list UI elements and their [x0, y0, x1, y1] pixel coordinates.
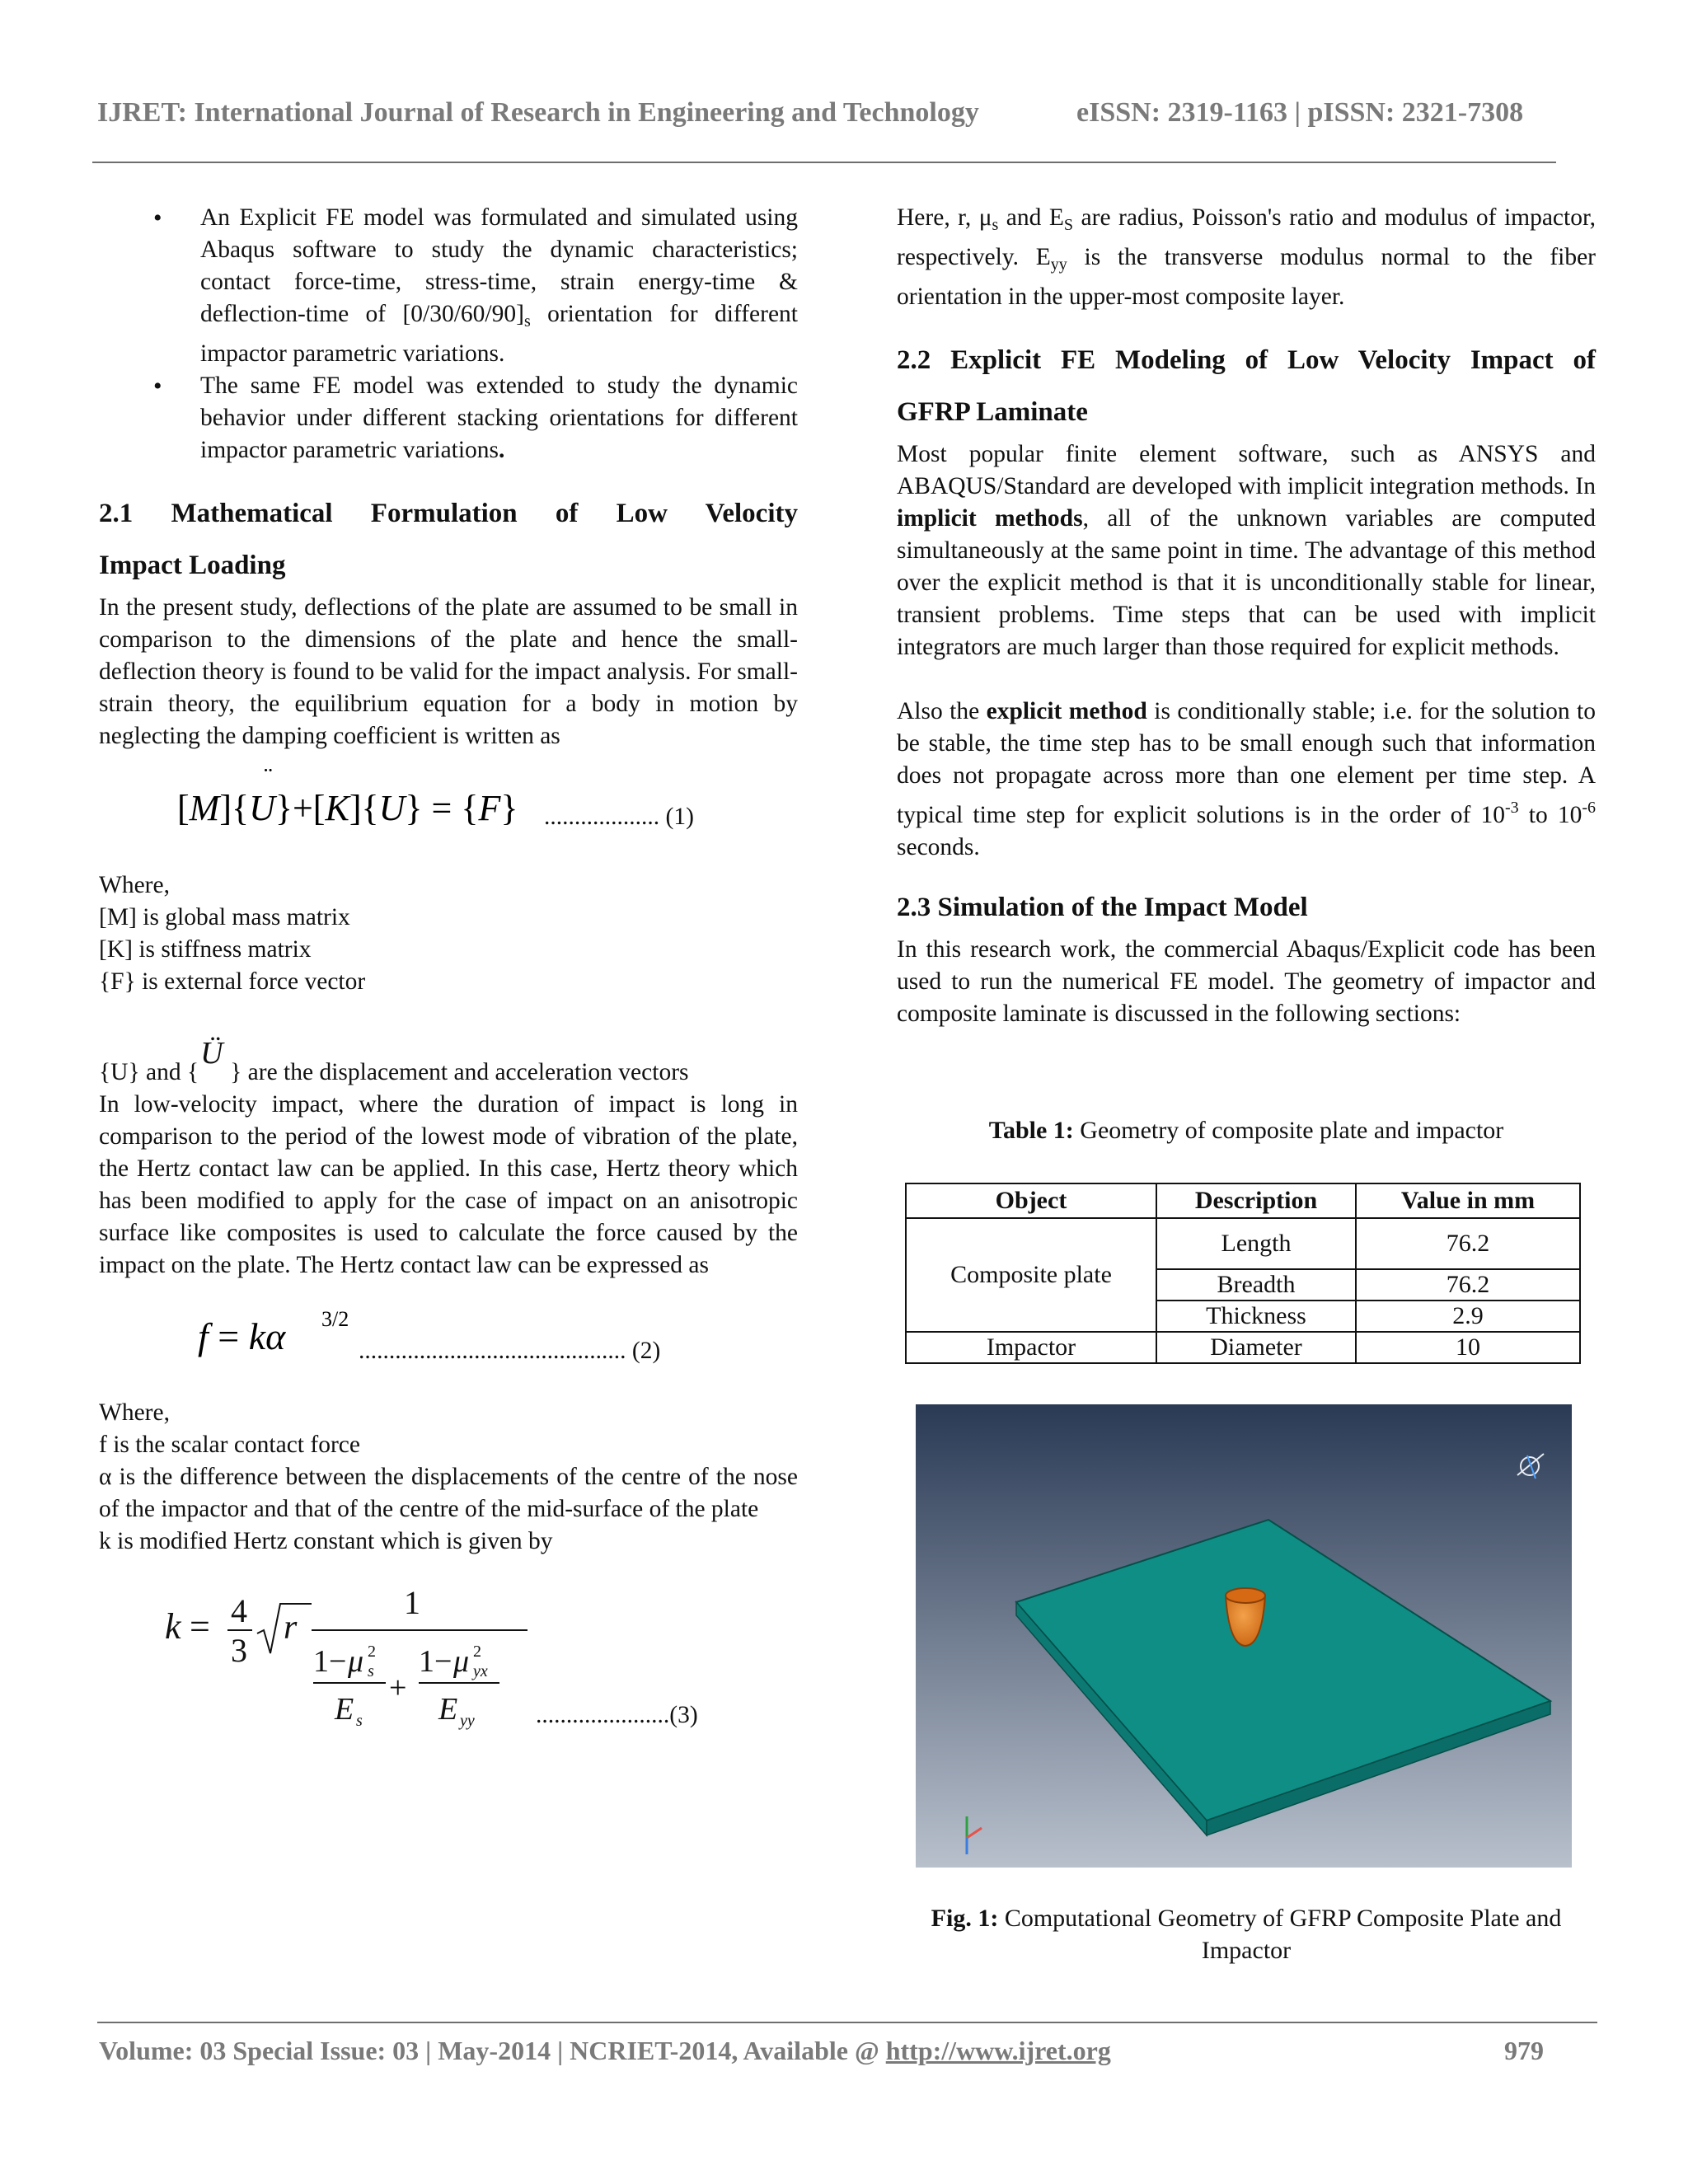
svg-text:2: 2 — [473, 1643, 481, 1661]
svg-text:1: 1 — [404, 1584, 420, 1621]
equation-1-formula — [177, 769, 523, 843]
bullet-icon: • — [153, 204, 162, 232]
geometry-table — [905, 1183, 1581, 1364]
bullet-text: The same FE model was extended to study the dynamic behavior under different stacking orientations for different impactor parametric variations. — [200, 373, 798, 463]
definition: {F} is external force vector — [99, 968, 366, 995]
svg-text:yx: yx — [473, 1662, 488, 1680]
svg-text:E: E — [438, 1692, 458, 1727]
paragraph: In low-velocity impact, where the duration of impact is long in comparison to the period of the lowest mode of vibration of the plate, the Hertz contact law can be applied. In this case, Hertz theory which has been modified to apply for the case of impact on an anisotropic surface like composites is used to calculate the force caused by the impact on the plate. The Hertz contact law can be expressed as — [99, 1091, 798, 1278]
equation-number: ................... (1) — [544, 804, 694, 830]
issn: eISSN: 2319-1163 | pISSN: 2321-7308 — [1076, 97, 1524, 128]
where-label: Where, — [99, 872, 170, 898]
section-heading: 2.1 Mathematical Formulation of Low Velocity — [99, 499, 798, 528]
svg-text:¨: ¨ — [264, 769, 273, 791]
definition: [K] is stiffness matrix — [99, 936, 312, 963]
paragraph: Here, r, $\mu_s$ and $E_S$ are radius, Poisson's ratio and modulus of impactor, respectively. $E_{yy}$ is the transverse modulus normal to the fiber orientation in the upper-most composite layer. — [897, 204, 1597, 310]
fe-model-figure — [916, 1404, 1572, 1868]
table-cell: 76.2 — [1356, 1218, 1580, 1269]
table-header: Description — [1156, 1183, 1356, 1218]
equation-number: ............................................ (2) — [359, 1338, 661, 1364]
table-cell-object: Composite plate — [906, 1218, 1156, 1332]
section-heading: Impact Loading — [99, 551, 286, 580]
definition: k is modified Hertz constant which is given by — [99, 1528, 553, 1554]
table-cell: 2.9 — [1356, 1301, 1580, 1332]
bullet-item — [99, 370, 798, 466]
left-column — [99, 202, 798, 1747]
table-caption: Table 1: Geometry of composite plate and impactor — [988, 1117, 1504, 1144]
svg-text:1−: 1− — [313, 1644, 347, 1679]
journal-title: IJRET: International Journal of Research in Engineering and Technology — [97, 97, 979, 128]
footer-text: Volume: 03 Special Issue: 03 | May-2014 | NCRIET-2014, Available @ — [99, 2036, 886, 2065]
equation-3-formula — [165, 1574, 544, 1755]
page-footer — [99, 2036, 1566, 2072]
paragraph: Most popular finite element software, such as ANSYS and ABAQUS/Standard are developed with implicit integration methods. In implicit methods, all of the unknown variables are computed simultaneously at the same point in time. The advantage of this method over the explicit method is that it is unconditionally stable for linear, transient problems. Time steps that can be used with implicit integrators are much larger than those required for explicit methods. — [897, 441, 1596, 660]
definition: [M] is global mass matrix — [99, 904, 350, 930]
svg-text:+: + — [389, 1671, 407, 1705]
svg-text:μ: μ — [348, 1644, 364, 1679]
svg-text:yy: yy — [460, 1712, 475, 1730]
right-column — [897, 202, 1596, 1030]
table-header: Value in mm — [1356, 1183, 1580, 1218]
svg-text:3/2: 3/2 — [321, 1307, 349, 1331]
definition: α is the difference between the displacements of the centre of the nose of the impactor and that of the centre of the mid-surface of the plate — [99, 1464, 798, 1522]
bullet-item — [99, 202, 798, 370]
svg-text:1−: 1− — [419, 1644, 452, 1679]
table-cell: Breadth — [1156, 1269, 1356, 1301]
svg-text:2: 2 — [368, 1643, 376, 1661]
paragraph: In this research work, the commercial Abaqus/Explicit code has been used to run the numerical FE model. The geometry of impactor and composite laminate is discussed in the following sections: — [897, 936, 1596, 1027]
section-heading: GFRP Laminate — [897, 397, 1088, 427]
svg-text:r: r — [284, 1609, 298, 1647]
bullet-icon: • — [153, 373, 162, 400]
table-header: Object — [906, 1183, 1156, 1218]
table-row — [906, 1218, 1580, 1269]
page-header — [97, 97, 1556, 135]
equation-number: ......................(3) — [536, 1702, 698, 1728]
paragraph: In the present study, deflections of the plate are assumed to be small in comparison to the dimensions of the plate and hence the small-deflection theory is found to be valid for the impact analysis. For small-strain theory, the equilibrium equation for a body in motion by neglecting the damping coefficient is written as — [99, 594, 798, 749]
vector-definition: {U} and { Ü } are the displacement and acceleration vectors — [99, 1036, 689, 1085]
svg-text:E: E — [335, 1692, 354, 1727]
section-heading: 2.3 Simulation of the Impact Model — [897, 893, 1308, 922]
table-cell: 76.2 — [1356, 1269, 1580, 1301]
where-label: Where, — [99, 1399, 170, 1426]
svg-text:μ: μ — [453, 1644, 470, 1679]
table-row — [906, 1332, 1580, 1363]
table-cell: 10 — [1356, 1332, 1580, 1363]
figure-caption: Fig. 1: Computational Geometry of GFRP Composite Plate and Impactor — [931, 1905, 1562, 1964]
definition: f is the scalar contact force — [99, 1432, 360, 1458]
svg-text:s: s — [356, 1712, 363, 1730]
equation-3 — [99, 1558, 798, 1747]
page-number: 979 — [1504, 2036, 1544, 2065]
equation-2 — [99, 1282, 798, 1380]
table-header-row — [906, 1183, 1580, 1218]
svg-text:4: 4 — [231, 1592, 247, 1629]
table-cell: Diameter — [1156, 1332, 1356, 1363]
table-cell-object: Impactor — [906, 1332, 1156, 1363]
svg-text:k: k — [165, 1606, 181, 1647]
svg-text:=: = — [190, 1606, 210, 1647]
paragraph: Also the explicit method is conditionally stable; i.e. for the solution to be stable, the time step has to be small enough such that information does not propagate across more than one element per time step. A typical time step for explicit solutions is in the order of $10^{-3}$ to $10^{-6}$ seconds. — [897, 698, 1597, 860]
svg-text:f = kα: f = kα — [198, 1315, 286, 1357]
bullet-text: An Explicit FE model was formulated and simulated using Abaqus software to study the dynamic characteristics; contact force-time, stress-time, strain energy-time & deflection-time of $[0/30/60/90]_s$ orientation for different impactor parametric variations. — [200, 204, 798, 367]
svg-text:s: s — [368, 1662, 374, 1680]
table-cell: Thickness — [1156, 1301, 1356, 1332]
equation-1 — [99, 752, 798, 851]
section-heading: 2.2 Explicit FE Modeling of Low Velocity Impact of — [897, 345, 1596, 375]
svg-text:3: 3 — [231, 1632, 247, 1669]
header-rule — [92, 162, 1556, 163]
table-cell: Length — [1156, 1218, 1356, 1269]
journal-link[interactable]: http://www.ijret.org — [885, 2036, 1111, 2065]
footer-rule — [97, 2022, 1597, 2023]
svg-text:[M]{U}+[K]{U} = {F}: [M]{U}+[K]{U} = {F} — [177, 788, 518, 828]
u-double-dot-symbol: Ü — [200, 1036, 223, 1071]
